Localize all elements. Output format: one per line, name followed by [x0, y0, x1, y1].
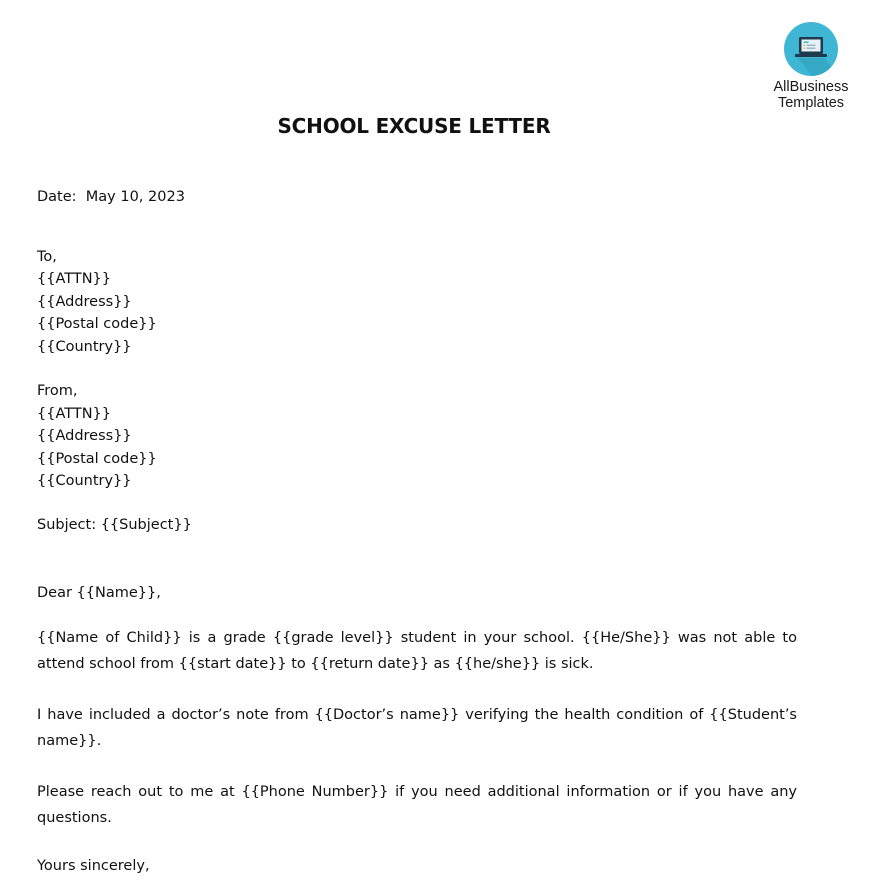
date-line — [37, 186, 185, 209]
from-attn: {{ATTN}} — [37, 406, 112, 422]
to-postal-code: {{Postal code}} — [37, 316, 157, 332]
from-address: {{Address}} — [37, 428, 132, 444]
to-label: To, — [37, 249, 57, 265]
to-attn: {{ATTN}} — [37, 271, 112, 287]
allbusiness-templates-logo — [766, 22, 856, 111]
laptop-icon — [784, 22, 838, 76]
from-country: {{Country}} — [37, 473, 132, 489]
document-title: SCHOOL EXCUSE LETTER — [277, 114, 551, 138]
logo-text-line2: Templates — [777, 95, 845, 111]
closing: Yours sincerely, — [37, 858, 150, 874]
paragraph-contact: Please reach out to me at {{Phone Number}} if you need additional information or if you have any questions. — [37, 784, 797, 826]
date-label: Date: — [37, 189, 77, 205]
from-postal-code: {{Postal code}} — [37, 451, 157, 467]
logo-text-line1: AllBusiness — [773, 79, 849, 95]
salutation: Dear {{Name}}, — [37, 585, 161, 601]
paragraph-absence: {{Name of Child}} is a grade {{grade level}} student in your school. {{He/She}} was not able to attend school from {{start date}} to {{return date}} as {{he/she}} is sick. — [37, 630, 797, 672]
from-label: From, — [37, 383, 78, 399]
subject-label: Subject: — [37, 517, 97, 533]
to-address: {{Address}} — [37, 294, 132, 310]
subject-line — [37, 514, 192, 537]
to-country: {{Country}} — [37, 339, 132, 355]
date-value: May 10, 2023 — [85, 189, 185, 205]
subject-value: {{Subject}} — [100, 517, 192, 533]
paragraph-doctor-note: I have included a doctor’s note from {{Doctor’s name}} verifying the health condition of {{Student’s name}}. — [37, 707, 797, 749]
